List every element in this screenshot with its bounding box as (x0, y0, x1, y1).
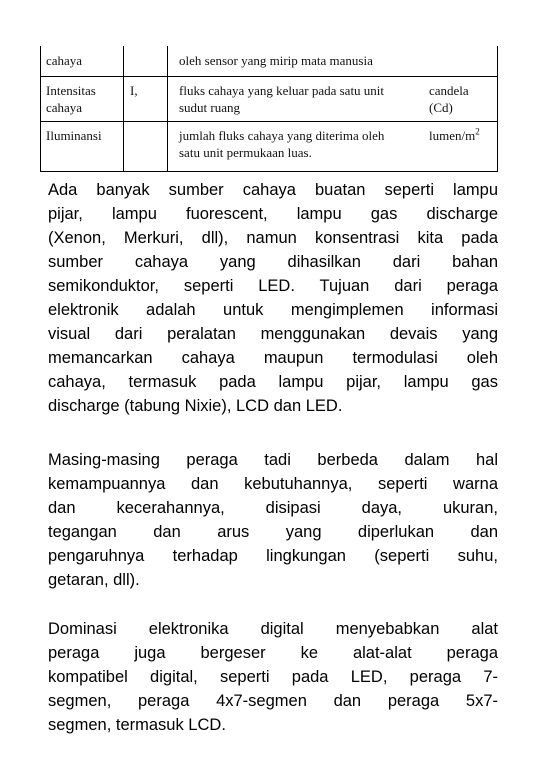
paragraph-line: tegangan dan arus yang diperlukan dan (48, 523, 498, 541)
term-line: Intensitas (46, 83, 96, 98)
definition-table (40, 46, 498, 172)
paragraph-line: (Xenon, Merkuri, dll), namun konsentrasi kita pada (48, 229, 498, 247)
paragraph-line: segmen, peraga 4x7-segmen dan peraga 5x7- (48, 692, 498, 710)
paragraph-line: kompatibel digital, seperti pada LED, peraga 7- (48, 668, 498, 686)
definition-line: sudut ruang (179, 100, 241, 115)
table-cell-definition (179, 52, 373, 69)
paragraph-line: pijar, lampu fuorescent, lampu gas discharge (48, 205, 498, 223)
unit-line: candela (429, 83, 469, 98)
unit-line: (Cd) (429, 100, 453, 115)
unit-superscript: 2 (475, 126, 480, 137)
table-border-right (497, 46, 498, 172)
definition-line: oleh sensor yang mirip mata manusia (179, 53, 373, 68)
paragraph-1 (48, 178, 498, 418)
paragraph-line: Dominasi elektronika digital menyebabkan alat (48, 620, 498, 638)
table-cell-definition (179, 127, 384, 161)
table-cell-term (46, 52, 82, 69)
definition-line: jumlah fluks cahaya yang diterima oleh (179, 128, 385, 143)
paragraph-line: memancarkan cahaya maupun termodulasi oleh (48, 349, 498, 367)
table-cell-term (46, 82, 96, 116)
term-line: Iluminansi (46, 128, 102, 143)
paragraph-line: cahaya, termasuk pada lampu pijar, lampu gas (48, 373, 498, 391)
term-line: cahaya (46, 100, 83, 115)
paragraph-line: elektronik adalah untuk mengimplemen informasi (48, 301, 498, 319)
paragraph-3 (48, 617, 498, 737)
table-cell-term (46, 127, 102, 144)
paragraph-line: peraga juga bergeser ke alat-alat peraga (48, 644, 498, 662)
paragraph-line: dan kecerahannya, disipasi daya, ukuran, (48, 499, 498, 517)
paragraph-line: Ada banyak sumber cahaya buatan seperti lampu (48, 181, 498, 199)
paragraph-line: visual dari peralatan menggunakan devais yang (48, 325, 498, 343)
table-cell-symbol (130, 82, 138, 99)
paragraph-line: discharge (tabung Nixie), LCD dan LED. (48, 397, 343, 415)
paragraph-2 (48, 448, 498, 592)
symbol-text: I, (130, 83, 138, 98)
term-line: cahaya (46, 53, 83, 68)
paragraph-line: getaran, dll). (48, 571, 140, 589)
paragraph-line: Masing-masing peraga tadi berbeda dalam hal (48, 451, 498, 469)
table-cell-unit (429, 82, 469, 116)
table-cell-definition (179, 82, 384, 116)
paragraph-line: segmen, termasuk LCD. (48, 716, 226, 734)
unit-line: lumen/m (429, 128, 476, 143)
table-divider-symbol (167, 46, 168, 172)
definition-line: satu unit permukaan luas. (179, 145, 312, 160)
table-border-left (40, 46, 41, 172)
table-row-divider (40, 76, 498, 77)
table-border-bottom (40, 171, 498, 172)
table-divider-term (123, 46, 124, 172)
table-row-divider (40, 121, 498, 122)
paragraph-line: sumber cahaya yang dihasilkan dari bahan (48, 253, 498, 271)
paragraph-line: pengaruhnya terhadap lingkungan (seperti suhu, (48, 547, 498, 565)
table-cell-unit (429, 127, 480, 144)
paragraph-line: kemampuannya dan kebutuhannya, seperti warna (48, 475, 498, 493)
paragraph-line: semikonduktor, seperti LED. Tujuan dari peraga (48, 277, 498, 295)
definition-line: fluks cahaya yang keluar pada satu unit (179, 83, 385, 98)
